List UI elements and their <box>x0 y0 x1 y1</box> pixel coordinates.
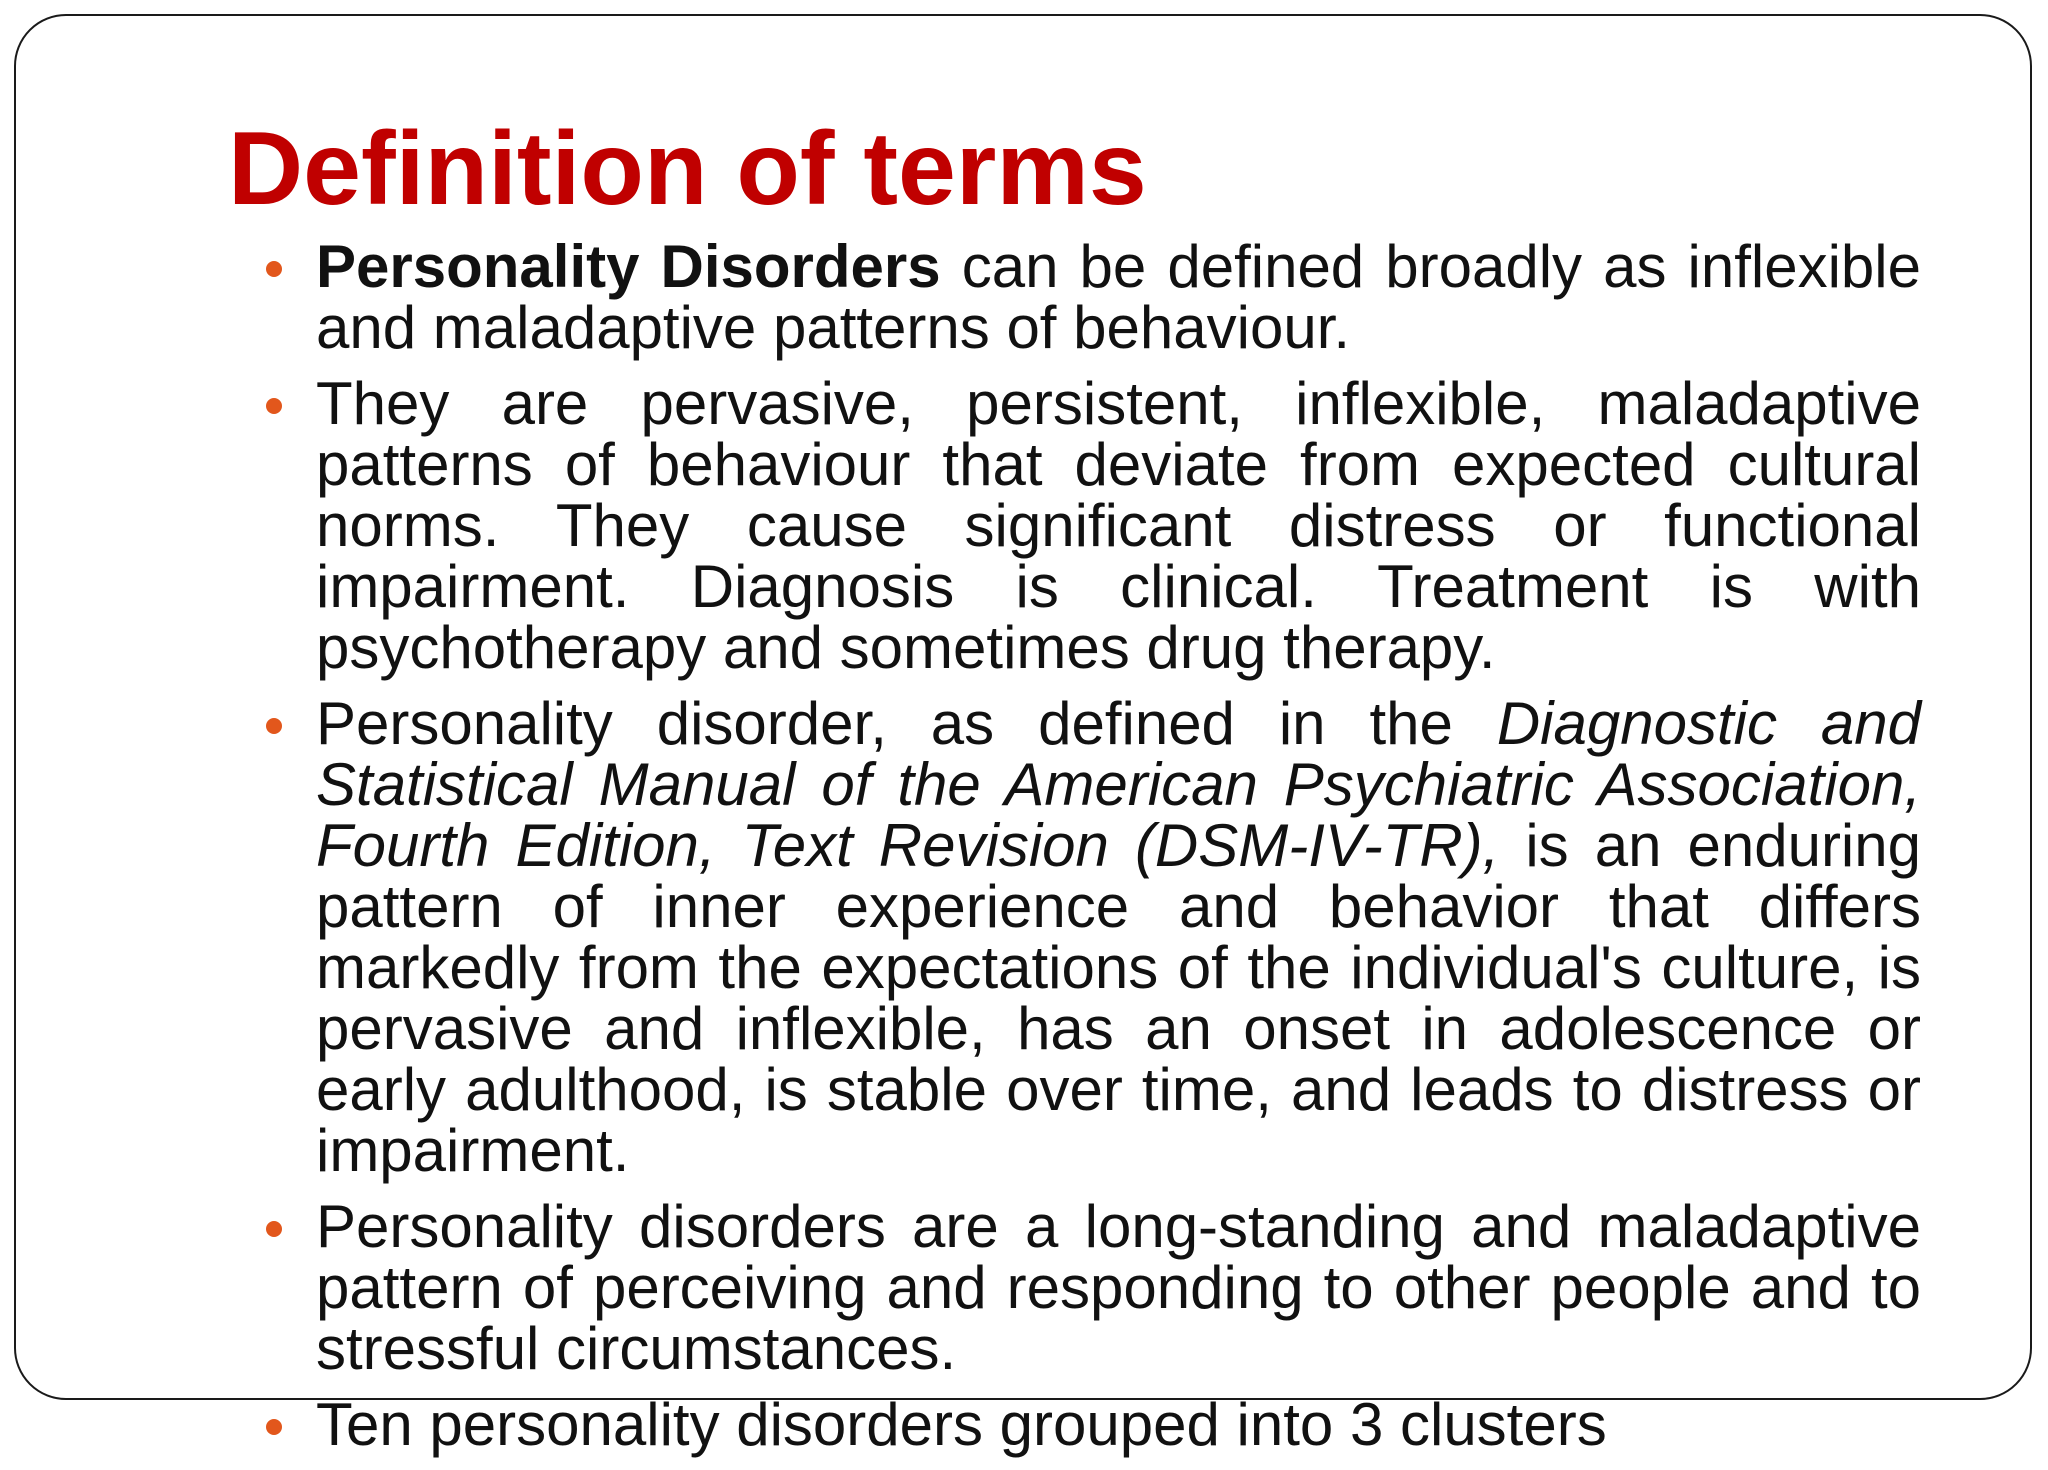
bullet-lead: Personality disorder, as defined in the <box>316 690 1497 757</box>
bullet-dot-icon <box>266 1221 282 1237</box>
bullet-dot-icon <box>266 718 282 734</box>
bullet-item <box>236 1391 1921 1458</box>
bullet-source-citation: Diagnostic and Statistical Manual of the American Psychiatric Association, Fourth Edition, Text Revision (DSM-IV-TR), <box>316 690 1921 879</box>
bullet-text: can be defined broadly as inflexible and maladaptive patterns of behaviour. <box>316 233 1922 361</box>
bullet-dot-icon <box>266 1419 282 1435</box>
bullet-text: They are pervasive, persistent, inflexible, maladaptive patterns of behaviour that deviate from expected cultural norms. They cause significant distress or functional impairment. Diagnosis is clinical. Treatment is with psychotherapy and sometimes drug therapy. <box>316 370 1921 681</box>
bullet-text: is an enduring pattern of inner experience and behavior that differs markedly from the expectations of the individual's culture, is pervasive and inflexible, has an onset in adolescence or early adulthood, is stable over time, and leads to distress or impairment. <box>316 812 1922 1184</box>
bullet-dot-icon <box>266 261 282 277</box>
bullet-item <box>236 233 1922 361</box>
bullet-item <box>236 690 1922 1184</box>
bullet-term: Personality Disorders <box>316 233 941 300</box>
bullet-text: Ten personality disorders grouped into 3 clusters <box>316 1391 1607 1458</box>
slide-title: Definition of terms <box>228 111 1147 227</box>
bullet-list <box>236 233 1922 1470</box>
bullet-item <box>236 1193 1921 1382</box>
bullet-item <box>236 370 1921 681</box>
bullet-text: Personality disorders are a long-standing and maladaptive pattern of perceiving and responding to other people and to stressful circumstances. <box>316 1193 1921 1382</box>
slide-frame <box>14 14 2032 1458</box>
bullet-dot-icon <box>266 398 282 414</box>
